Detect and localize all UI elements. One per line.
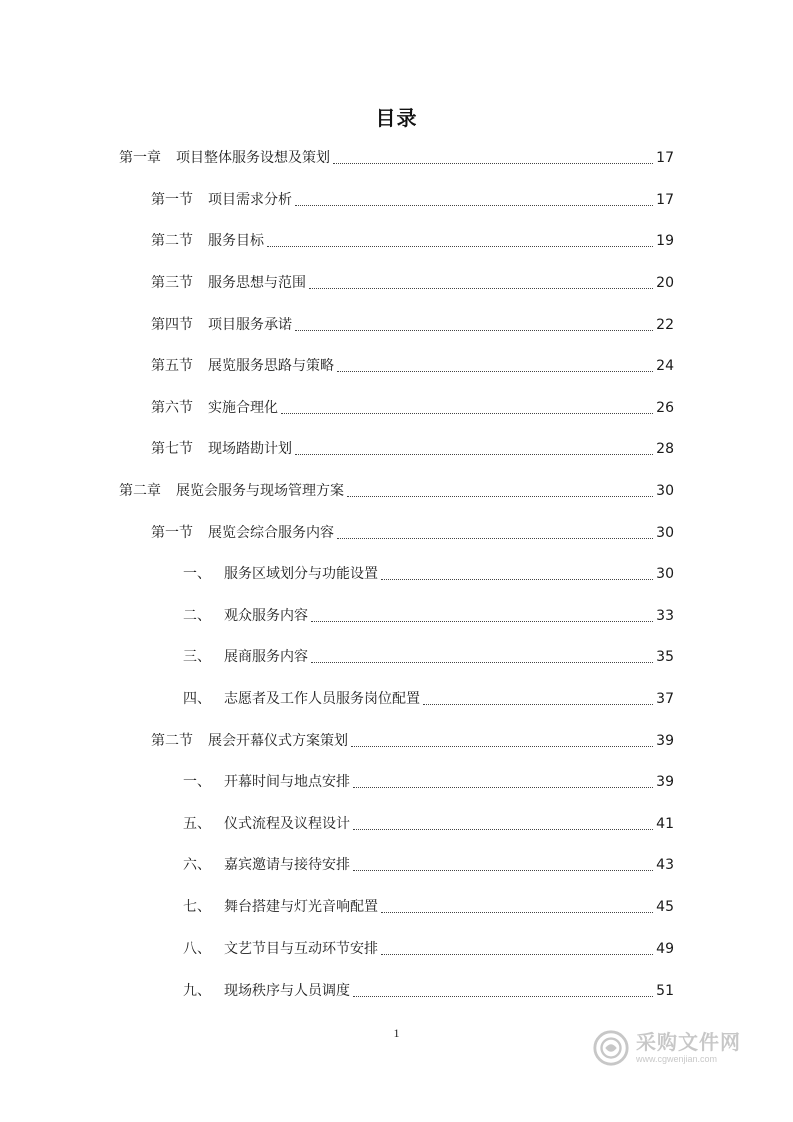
- toc-entry-page: 17: [656, 192, 674, 208]
- toc-entry[interactable]: [119, 148, 674, 168]
- toc-entry[interactable]: [183, 606, 674, 626]
- toc-entry-number: 第一章: [119, 150, 161, 166]
- toc-dot-leader: [353, 829, 653, 830]
- toc-dot-leader: [381, 912, 653, 913]
- toc-entry-number: 第六节: [151, 400, 193, 416]
- watermark-logo-icon: [592, 1029, 630, 1067]
- toc-entry-page: 28: [656, 441, 674, 457]
- page-number: 1: [393, 1026, 400, 1040]
- toc-entry-number: 第二节: [151, 233, 193, 249]
- toc-entry-number: 四、: [183, 691, 211, 707]
- toc-entry-number: 第三节: [151, 275, 193, 291]
- toc-entry-title: 嘉宾邀请与接待安排: [224, 857, 350, 873]
- toc-dot-leader: [381, 579, 653, 580]
- toc-entry-number: 八、: [183, 941, 211, 957]
- toc-entry-title: 展览会服务与现场管理方案: [176, 483, 344, 499]
- toc-entry-number: 一、: [183, 566, 211, 582]
- toc-entry-title: 现场踏勘计划: [208, 441, 292, 457]
- toc-entry-title: 观众服务内容: [224, 608, 308, 624]
- toc-entry-number: 第五节: [151, 358, 193, 374]
- toc-entry-title: 展览服务思路与策略: [208, 358, 334, 374]
- toc-entry-page: 43: [656, 857, 674, 873]
- toc-entry[interactable]: [151, 273, 674, 293]
- toc-dot-leader: [311, 621, 653, 622]
- toc-entry-title: 文艺节目与互动环节安排: [224, 941, 378, 957]
- toc-entry[interactable]: [183, 564, 674, 584]
- toc-entry-number: 二、: [183, 608, 211, 624]
- toc-entry-number: 第一节: [151, 525, 193, 541]
- toc-entry[interactable]: [151, 731, 674, 751]
- toc-entry-page: 22: [656, 317, 674, 333]
- toc-entry-page: 41: [656, 816, 674, 832]
- toc-entry[interactable]: [183, 647, 674, 667]
- toc-dot-leader: [353, 996, 653, 997]
- toc-entry-number: 六、: [183, 857, 211, 873]
- toc-entry[interactable]: [151, 315, 674, 335]
- toc-entry-page: 30: [656, 566, 674, 582]
- toc-dot-leader: [337, 371, 653, 372]
- toc-entry-page: 30: [656, 525, 674, 541]
- toc-entry-title: 现场秩序与人员调度: [224, 983, 350, 999]
- toc-dot-leader: [351, 746, 653, 747]
- toc-dot-leader: [333, 163, 653, 164]
- toc-dot-leader: [353, 787, 653, 788]
- toc-entry[interactable]: [183, 855, 674, 875]
- toc-entry-title: 舞台搭建与灯光音响配置: [224, 899, 378, 915]
- toc-entry-page: 49: [656, 941, 674, 957]
- toc-entry[interactable]: [151, 523, 674, 543]
- toc-entry-page: 35: [656, 649, 674, 665]
- toc-entry-page: 39: [656, 774, 674, 790]
- toc-entry-title: 展会开幕仪式方案策划: [208, 733, 348, 749]
- toc-entry-number: 三、: [183, 649, 211, 665]
- toc-entry-number: 第七节: [151, 441, 193, 457]
- toc-entry-title: 项目服务承诺: [208, 317, 292, 333]
- toc-dot-leader: [267, 246, 653, 247]
- toc-entry-page: 45: [656, 899, 674, 915]
- toc-entry[interactable]: [151, 439, 674, 459]
- toc-entry-number: 第四节: [151, 317, 193, 333]
- toc-entry-title: 展商服务内容: [224, 649, 308, 665]
- toc-dot-leader: [295, 330, 653, 331]
- toc-entry-page: 20: [656, 275, 674, 291]
- toc-dot-leader: [423, 704, 653, 705]
- toc-entry-title: 仪式流程及议程设计: [224, 816, 350, 832]
- watermark: [592, 1023, 752, 1073]
- toc-entry-title: 服务目标: [208, 233, 264, 249]
- page-title: 目录: [375, 106, 418, 130]
- toc-entry-page: 26: [656, 400, 674, 416]
- toc-entry-title: 实施合理化: [208, 400, 278, 416]
- toc-entry[interactable]: [183, 897, 674, 917]
- toc-dot-leader: [295, 205, 653, 206]
- toc-entry-page: 17: [656, 150, 674, 166]
- toc-entry-number: 一、: [183, 774, 211, 790]
- toc-entry[interactable]: [119, 481, 674, 501]
- toc-entry[interactable]: [183, 981, 674, 1001]
- toc-entry-number: 九、: [183, 983, 211, 999]
- toc-entry[interactable]: [183, 939, 674, 959]
- toc-dot-leader: [309, 288, 653, 289]
- toc-entry-number: 七、: [183, 899, 211, 915]
- watermark-text: [636, 1031, 741, 1065]
- toc-entry-title: 展览会综合服务内容: [208, 525, 334, 541]
- toc-dot-leader: [381, 954, 653, 955]
- toc-entry[interactable]: [151, 231, 674, 251]
- toc-entry[interactable]: [151, 190, 674, 210]
- toc-entry-page: 39: [656, 733, 674, 749]
- toc-entry-title: 项目需求分析: [208, 192, 292, 208]
- watermark-url: www.cgwenjian.com: [636, 1054, 718, 1064]
- toc-entry-number: 第二章: [119, 483, 161, 499]
- toc-dot-leader: [347, 496, 653, 497]
- toc-entry-page: 51: [656, 983, 674, 999]
- toc-entry[interactable]: [151, 398, 674, 418]
- toc-entry-number: 第一节: [151, 192, 193, 208]
- toc-entry[interactable]: [183, 772, 674, 792]
- toc-dot-leader: [337, 538, 653, 539]
- toc-entry-page: 37: [656, 691, 674, 707]
- toc-entry-title: 志愿者及工作人员服务岗位配置: [224, 691, 420, 707]
- toc-entry-page: 30: [656, 483, 674, 499]
- toc-entry-page: 24: [656, 358, 674, 374]
- toc-entry-title: 项目整体服务设想及策划: [176, 150, 330, 166]
- toc-entry-title: 服务区域划分与功能设置: [224, 566, 378, 582]
- toc-entry[interactable]: [151, 356, 674, 376]
- toc-entry-page: 19: [656, 233, 674, 249]
- watermark-name: 采购文件网: [636, 1030, 741, 1054]
- toc-dot-leader: [311, 662, 653, 663]
- toc-dot-leader: [281, 413, 653, 414]
- toc-entry-number: 第二节: [151, 733, 193, 749]
- toc-dot-leader: [353, 870, 653, 871]
- toc-entry-title: 服务思想与范围: [208, 275, 306, 291]
- toc-entry[interactable]: [183, 814, 674, 834]
- toc-dot-leader: [295, 454, 653, 455]
- toc-entry-title: 开幕时间与地点安排: [224, 774, 350, 790]
- toc-entry-number: 五、: [183, 816, 211, 832]
- toc-entry[interactable]: [183, 689, 674, 709]
- toc-entry-page: 33: [656, 608, 674, 624]
